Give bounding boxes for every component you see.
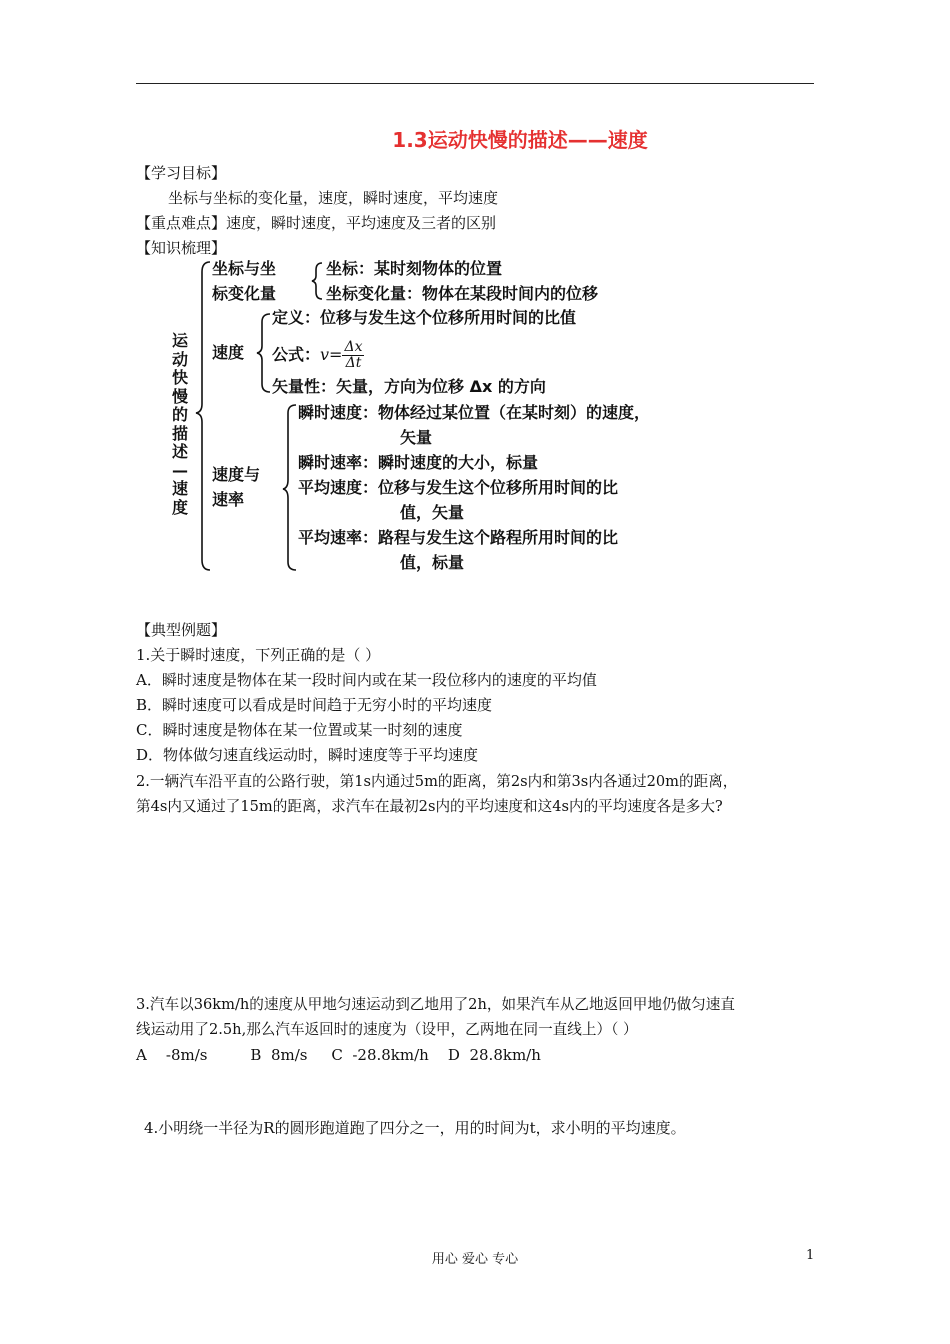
rate-brace <box>283 405 296 570</box>
question-1-option-b: B．瞬时速度可以看成是时间趋于无穷小时的平均速度 <box>136 696 493 714</box>
question-3-options: A -8m/s B 8m/s C -28.8km/h D 28.8km/h <box>136 1046 541 1064</box>
average-rate-line2: 值，标量 <box>400 553 465 572</box>
speed-formula-prefix: 公式： <box>272 345 321 364</box>
question-3-line1: 3.汽车以36km/h的速度从甲地匀速运动到乙地用了2h，如果汽车从乙地返回甲地仍做匀速直 <box>136 996 735 1013</box>
coord-item: 坐标：某时刻物体的位置 <box>326 259 503 278</box>
speed-fraction <box>342 340 364 371</box>
page-number: 1 <box>806 1248 815 1263</box>
instant-speed-line1: 瞬时速度：物体经过某位置（在某时刻）的速度， <box>298 403 651 422</box>
fraction-numerator: Δx <box>344 339 363 355</box>
page-title: 1.3运动快慢的描述——速度 <box>392 128 648 152</box>
coord-label-line2: 标变化量 <box>212 284 277 303</box>
question-3-line2: 线运动用了2.5h,那么汽车返回时的速度为（设甲，乙两地在同一直线上）（ ） <box>136 1021 638 1038</box>
question-1-option-a: A．瞬时速度是物体在某一段时间内或在某一段位移内的速度的平均值 <box>136 671 597 689</box>
question-4: 4.小明绕一半径为R的圆形跑道跑了四分之一，用的时间为t，求小明的平均速度。 <box>144 1119 686 1137</box>
coord-label-line1: 坐标与坐 <box>212 259 277 278</box>
root-brace <box>196 262 210 570</box>
knowledge-heading: 【知识梳理】 <box>136 239 227 257</box>
rate-label-line1: 速度与 <box>212 465 261 484</box>
coord-change-item: 坐标变化量：物体在某段时间内的位移 <box>326 284 599 303</box>
average-speed-line2: 值，矢量 <box>400 503 465 522</box>
question-2-line2: 第4s内又通过了15m的距离，求汽车在最初2s内的平均速度和这4s内的平均速度各是多大? <box>136 798 723 815</box>
average-rate-line1: 平均速率：路程与发生这个路程所用时间的比 <box>298 528 619 547</box>
page-footer: 用心 爱心 专心 <box>431 1252 519 1267</box>
instant-speed-line2: 矢量 <box>400 428 433 447</box>
fraction-denominator: Δt <box>345 355 362 371</box>
diagram-root-label: 运动快慢的描述—速度 <box>172 331 189 517</box>
speed-definition: 定义：位移与发生这个位移所用时间的比值 <box>272 308 577 327</box>
goal-heading: 【学习目标】 <box>136 164 227 182</box>
question-1-option-d: D．物体做匀速直线运动时，瞬时速度等于平均速度 <box>136 746 479 764</box>
speed-formula <box>272 340 364 371</box>
speed-vector: 矢量性：矢量，方向为位移 Δx 的方向 <box>272 377 546 396</box>
speed-label: 速度 <box>212 343 245 362</box>
speed-brace <box>257 314 270 392</box>
rate-label-line2: 速率 <box>212 490 245 509</box>
instant-rate: 瞬时速率：瞬时速度的大小，标量 <box>298 453 539 472</box>
key-points: 【重点难点】速度，瞬时速度，平均速度及三者的区别 <box>136 214 497 232</box>
examples-heading: 【典型例题】 <box>136 621 227 639</box>
question-1-option-c: C．瞬时速度是物体在某一位置或某一时刻的速度 <box>136 721 463 739</box>
coord-brace <box>312 263 322 299</box>
question-1: 1.关于瞬时速度，下列正确的是（ ） <box>136 646 381 664</box>
goal-text: 坐标与坐标的变化量，速度，瞬时速度，平均速度 <box>168 189 499 207</box>
speed-formula-v: v= <box>320 345 343 364</box>
question-2-line1: 2.一辆汽车沿平直的公路行驶，第1s内通过5m的距离，第2s内和第3s内各通过20m的距离， <box>136 773 738 790</box>
average-speed-line1: 平均速度：位移与发生这个位移所用时间的比 <box>298 478 619 497</box>
